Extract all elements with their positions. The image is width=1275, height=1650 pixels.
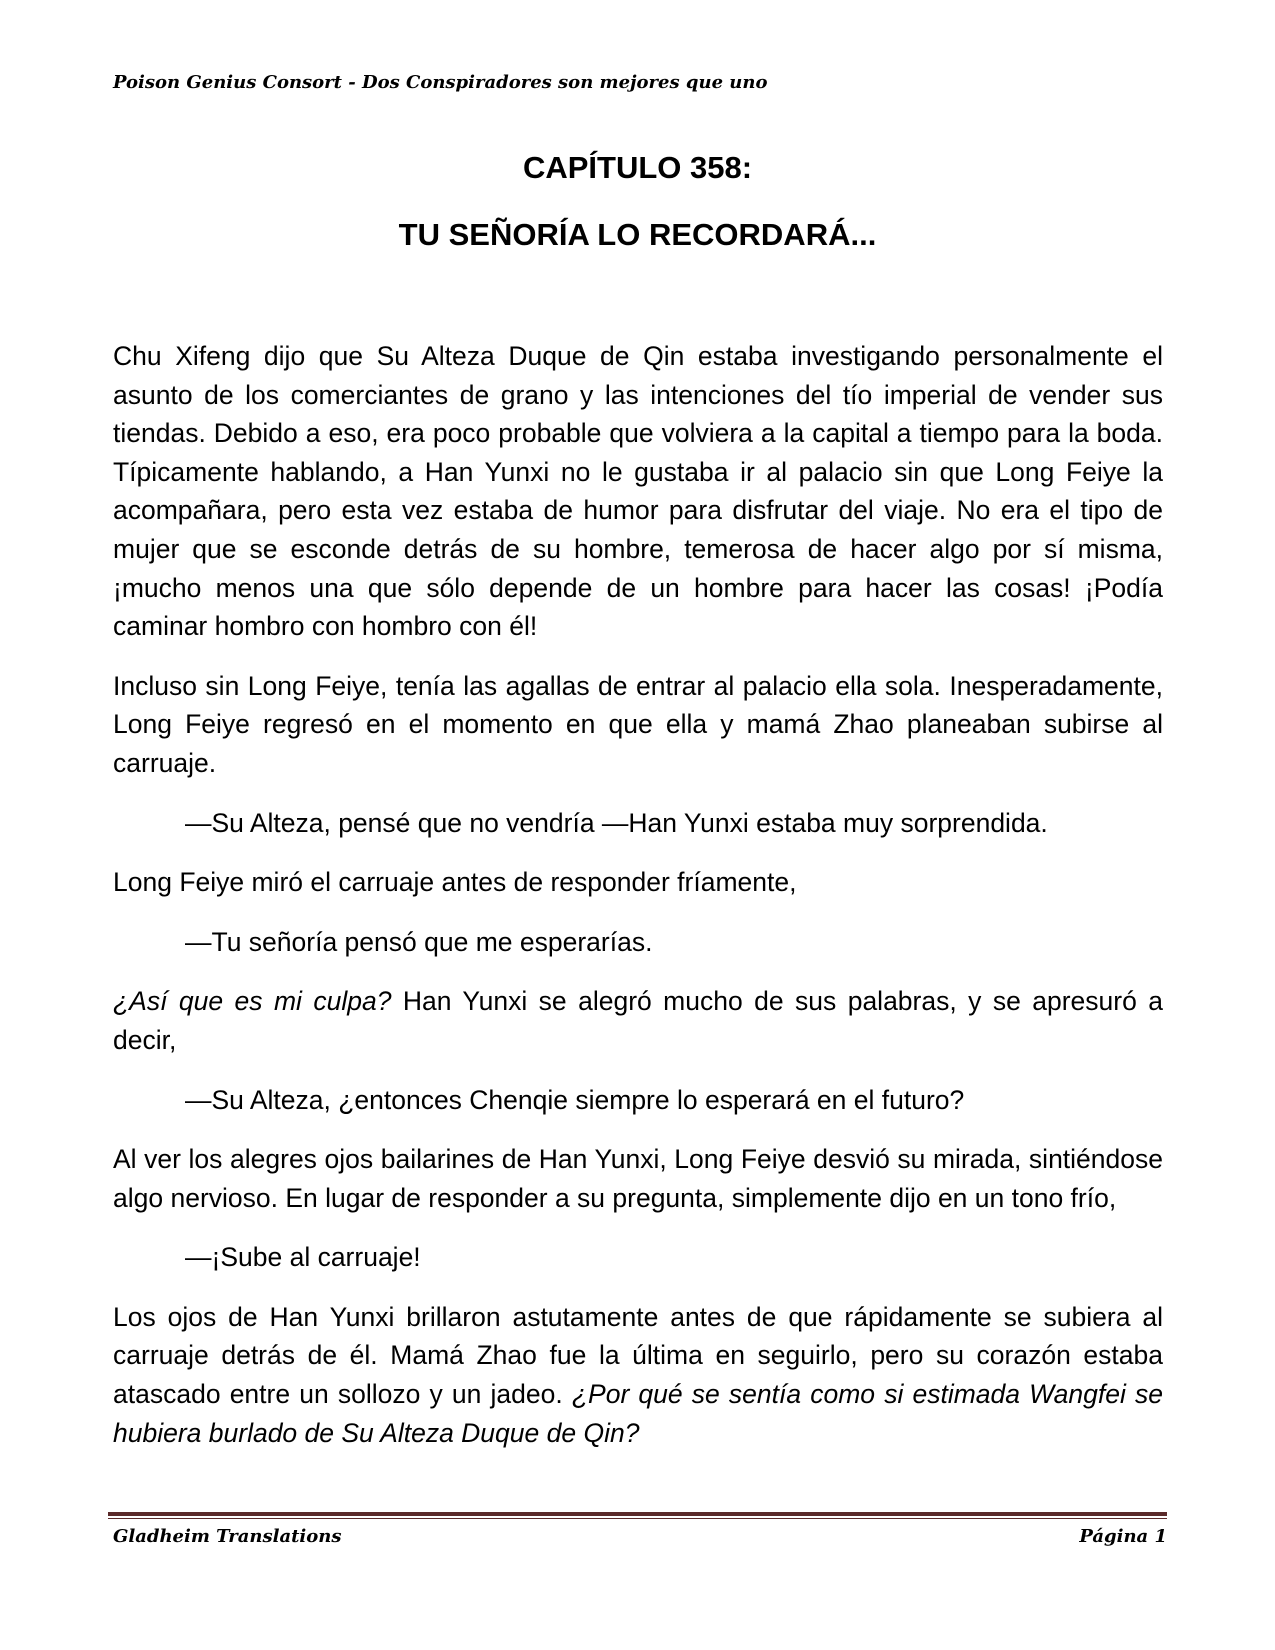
paragraph: Chu Xifeng dijo que Su Alteza Duque de Qin estaba investigando personalmente el asunto de los comerciantes de grano y las intenciones del tío imperial de vender sus tiendas. Debido a eso, era poco probable que volviera a la capital a tiempo para la boda. Típicamente hablando, a Han Yunxi no le gustaba ir al palacio sin que Long Feiye la acompañara, pero esta vez estaba de humor para disfrutar del viaje. No era el tipo de mujer que se esconde detrás de su hombre, temerosa de hacer algo por sí misma, ¡mucho menos una que sólo depende de un hombre para hacer las cosas! ¡Podía caminar hombro con hombro con él! [113, 341, 1163, 642]
dialogue-line: —¡Sube al carruaje! [185, 1242, 421, 1273]
dialogue-line: —Su Alteza, pensé que no vendría —Han Yunxi estaba muy sorprendida. [185, 807, 1048, 838]
chapter-body [113, 337, 1163, 1473]
footer-rule-thick [108, 1512, 1167, 1516]
paragraph-text: Han Yunxi se alegró mucho de sus palabras, y se apresuró a decir, [113, 986, 1163, 1055]
paragraph [113, 1298, 1163, 1452]
paragraph: Al ver los alegres ojos bailarines de Han Yunxi, Long Feiye desvió su mirada, sintiéndose algo nervioso. En lugar de responder a su pregunta, simplemente dijo en un tono frío, [113, 1144, 1163, 1213]
dialogue-line: —Su Alteza, ¿entonces Chenqie siempre lo esperará en el futuro? [185, 1084, 965, 1115]
italic-thought: ¿Así que es mi culpa? [113, 986, 392, 1017]
paragraph: Long Feiye miró el carruaje antes de responder fríamente, [113, 867, 797, 898]
paragraph [113, 982, 1163, 1059]
paragraph: Incluso sin Long Feiye, tenía las agallas de entrar al palacio ella sola. Inesperadamente, Long Feiye regresó en el momento en que ella y mamá Zhao planeaban subirse al carruaje. [113, 670, 1163, 778]
chapter-title: TU SEÑORÍA LO RECORDARÁ... [398, 217, 877, 252]
running-header: Poison Genius Consort - Dos Conspiradores son mejores que uno [113, 72, 768, 93]
dialogue-line: —Tu señoría pensó que me esperarías. [185, 926, 653, 957]
paragraph-text: Los ojos de Han Yunxi brillaron astutamente antes de que rápidamente se subiera al carruaje detrás de él. Mamá Zhao fue la última en seguirlo, pero su corazón estaba atascado entre un sollozo y un jadeo. [113, 1301, 1163, 1410]
footer-rule-thin [108, 1518, 1167, 1519]
page-number: Página 1 [1079, 1526, 1167, 1547]
footer-credit: Gladheim Translations [113, 1526, 342, 1547]
italic-thought: ¿Por qué se sentía como si estimada Wangfei se hubiera burlado de Su Alteza Duque de Qin? [113, 1379, 1164, 1448]
chapter-number: CAPÍTULO 358: [522, 150, 753, 185]
